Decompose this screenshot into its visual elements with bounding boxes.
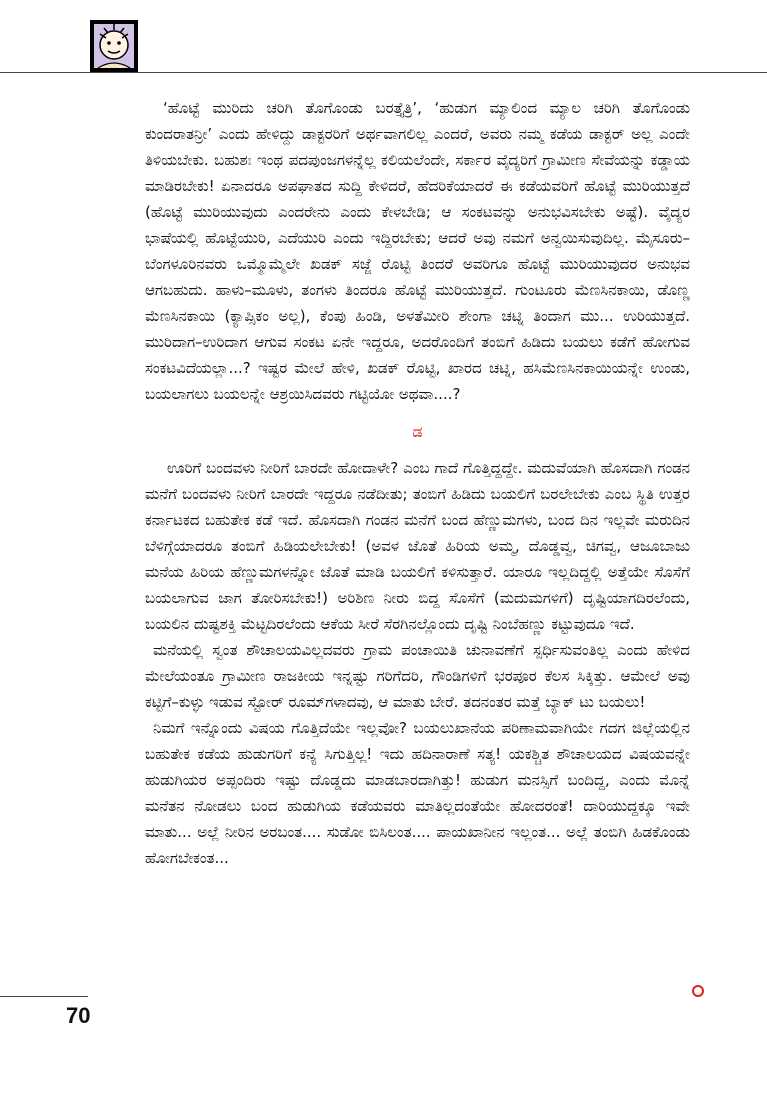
header-rule [0, 72, 767, 73]
page-number: 70 [66, 1003, 91, 1028]
paragraph-4: ನಿಮಗೆ ಇನ್ನೊಂದು ವಿಷಯ ಗೊತ್ತಿದೆಯೇ ಇಲ್ಲವೋ? ಬಯಲುಖಾನೆಯ ಪರಿಣಾಮವಾಗಿಯೇ ಗದಗ ಜಿಲ್ಲೆಯಲ್ಲಿನ ಬಹುತೇಕ ಕಡೆಯ ಹುಡುಗರಿಗೆ ಕನ್ಯೆ ಸಿಗುತ್ತಿಲ್ಲ! ಇದು ಹದಿನಾರಾಣೆ ಸತ್ಯ! ಯಕಶ್ಚಿತ ಶೌಚಾಲಯದ ವಿಷಯವನ್ನೇ ಹುಡುಗಿಯರ ಅಪ್ಪಂದಿರು ಇಷ್ಟು ದೊಡ್ಡದು ಮಾಡಬಾರದಾಗಿತ್ತು! ಹುಡುಗ ಮನಸ್ಸಿಗೆ ಬಂದಿದ್ದ, ಎಂದು ಮೊನ್ನೆ ಮನೆತನ ನೋಡಲು ಬಂದ ಹುಡುಗಿಯ ಕಡೆಯವರು ಮಾತಿಲ್ಲದಂತೆಯೇ ಹೋದರಂತೆ! ದಾರಿಯುದ್ದಕ್ಕೂ ಇವೇ ಮಾತು... ಅಲ್ಲೆ ನೀರಿನ ಅರಬಂತ.... ಸುಡೋ ಬಿಸಿಲಂತ.... ಪಾಯಖಾನೀನ ಇಲ್ಲಂತ... ಅಲ್ಲೆ ತಂಬಿಗಿ ಹಿಡಕೊಂಡು ಹೋಗಬೇಕಂತ... [145, 719, 690, 867]
paragraph-1: ‘ಹೊಟ್ಟೆ ಮುರಿದು ಚರಿಗಿ ತೊಗೊಂಡು ಬರತ್ತೈತ್ರಿ’, ‘ಹುಡುಗ ಮ್ಯಾಲಿಂದ ಮ್ಯಾಲ ಚರಿಗಿ ತೊಗೊಂಡು ಕುಂದರಾತನ್ರೀ’ ಎಂದು ಹೇಳಿದ್ದು ಡಾಕ್ಟರರಿಗೆ ಅರ್ಥವಾಗಲಿಲ್ಲ ಎಂದರೆ, ಅವರು ನಮ್ಮ ಕಡೆಯ ಡಾಕ್ಟರ್ ಅಲ್ಲ ಎಂದೇ ತಿಳಿಯಬೇಕು. ಬಹುಶಃ ಇಂಥ ಪದಪುಂಜಗಳನ್ನೆಲ್ಲ ಕಲಿಯಲೆಂದೇ, ಸರ್ಕಾರ ವೈದ್ಯರಿಗೆ ಗ್ರಾಮೀಣ ಸೇವೆಯನ್ನು ಕಡ್ಡಾಯ ಮಾಡಿರಬೇಕು! ಏನಾದರೂ ಅಪಘಾತದ ಸುದ್ದಿ ಕೇಳಿದರೆ, ಹೆದರಿಕೆಯಾದರೆ ಈ ಕಡೆಯವರಿಗೆ ಹೊಟ್ಟೆ ಮುರಿಯುತ್ತದೆ (ಹೊಟ್ಟೆ ಮುರಿಯುವುದು ಎಂದರೇನು ಎಂದು ಕೇಳಬೇಡಿ; ಆ ಸಂಕಟವನ್ನು ಅನುಭವಿಸಬೇಕು ಅಷ್ಟೆ). ವೈದ್ಯರ ಭಾಷೆಯಲ್ಲಿ ಹೊಟ್ಟೆಯುರಿ, ಎದೆಯುರಿ ಎಂದು ಇದ್ದಿರಬೇಕು; ಆದರೆ ಅವು ನಮಗೆ ಅನ್ವಯಿಸುವುದಿಲ್ಲ. ಮೈಸೂರು–ಬೆಂಗಳೂರಿನವರು ಒಮ್ಮೊಮ್ಮೆಲೇ ಖಡಕ್ ಸಜ್ಜೆ ರೊಟ್ಟಿ ತಿಂದರೆ ಅವರಿಗೂ ಹೊಟ್ಟೆ ಮುರಿಯುವುದರ ಅನುಭವ ಆಗಬಹುದು. ಹಾಳು–ಮೂಳು, ತಂಗಳು ತಿಂದರೂ ಹೊಟ್ಟೆ ಮುರಿಯುತ್ತದೆ. ಗುಂಟೂರು ಮೆಣಸಿನಕಾಯಿ, ಡೊಣ್ಣ ಮೆಣಸಿನಕಾಯಿ (ಕ್ಯಾಪ್ಸಿಕಂ ಅಲ್ಲ), ಕೆಂಪು ಹಿಂಡಿ, ಅಳತೆಮೀರಿ ಶೇಂಗಾ ಚಟ್ನಿ ತಿಂದಾಗ ಮು... ಉರಿಯುತ್ತದೆ. ಮುರಿದಾಗ–ಉರಿದಾಗ ಆಗುವ ಸಂಕಟ ಏನೇ ಇದ್ದರೂ, ಅದರೊಂದಿಗೆ ತಂಬಿಗೆ ಹಿಡಿದು ಬಯಲು ಕಡೆಗೆ ಹೋಗುವ ಸಂಕಟವಿದೆಯಲ್ಲಾ...? ಇಷ್ಟರ ಮೇಲೆ ಹೇಳಿ, ಖಡಕ್ ರೊಟ್ಟಿ, ಖಾರದ ಚಟ್ನಿ, ಹಸಿಮೆಣಸಿನಕಾಯಿಯನ್ನೇ ಉಂಡು, ಬಯಲಾಗಲು ಬಯಲನ್ನೇ ಆಶ್ರಯಿಸಿದವರು ಗಟ್ಟಿಯೋ ಅಥವಾ....? [145, 99, 690, 403]
paragraph-2: ಊರಿಗೆ ಬಂದವಳು ನೀರಿಗೆ ಬಾರದೇ ಹೋದಾಳೇ? ಎಂಬ ಗಾದೆ ಗೊತ್ತಿದ್ದದ್ದೇ. ಮದುವೆಯಾಗಿ ಹೊಸದಾಗಿ ಗಂಡನ ಮನೆಗೆ ಬಂದವಳು ನೀರಿಗೆ ಬಾರದೇ ಇದ್ದರೂ ನಡೆದೀತು; ತಂಬಿಗೆ ಹಿಡಿದು ಬಯಲಿಗೆ ಬರಲೇಬೇಕು ಎಂಬ ಸ್ಥಿತಿ ಉತ್ತರ ಕರ್ನಾಟಕದ ಬಹುತೇಕ ಕಡೆ ಇದೆ. ಹೊಸದಾಗಿ ಗಂಡನ ಮನೆಗೆ ಬಂದ ಹೆಣ್ಣುಮಗಳು, ಬಂದ ದಿನ ಇಲ್ಲವೇ ಮರುದಿನ ಬೆಳಿಗ್ಗೆಯಾದರೂ ತಂಬಿಗೆ ಹಿಡಿಯಲೇಬೇಕು! (ಅವಳ ಜೊತೆ ಹಿರಿಯ ಅಮ್ಮ, ದೊಡ್ಡವ್ವ, ಚಿಗವ್ವ, ಆಜೂಬಾಜು ಮನೆಯ ಹಿರಿಯ ಹೆಣ್ಣುಮಗಳನ್ನೋ ಜೊತೆ ಮಾಡಿ ಬಯಲಿಗೆ ಕಳಿಸುತ್ತಾರೆ. ಯಾರೂ ಇಲ್ಲದಿದ್ದಲ್ಲಿ ಅತ್ತೆಯೇ ಸೊಸೆಗೆ ಬಯಲಾಗುವ ಜಾಗ ತೋರಿಸಬೇಕು!) ಅರಿಶಿಣ ನೀರು ಬಿದ್ದ ಸೊಸೆಗೆ (ಮದುಮಗಳಿಗೆ) ದೃಷ್ಟಿಯಾಗದಿರಲೆಂದು, ಬಯಲಿನ ದುಷ್ಟಶಕ್ತಿ ಮೆಟ್ಟದಿರಲೆಂದು ಆಕೆಯ ಸೀರೆ ಸೆರಗಿನಲ್ಲೊಂದು ದೃಷ್ಟಿ ನಿಂಬೆಹಣ್ಣು ಕಟ್ಟುವುದೂ ಇದೆ. [145, 459, 690, 633]
article-body [145, 95, 690, 871]
cartoon-face-icon [90, 20, 138, 73]
paragraph-3: ಮನೆಯಲ್ಲಿ ಸ್ವಂತ ಶೌಚಾಲಯವಿಲ್ಲದವರು ಗ್ರಾಮ ಪಂಚಾಯಿತಿ ಚುನಾವಣೆಗೆ ಸ್ಪರ್ಧಿಸುವಂತಿಲ್ಲ ಎಂದು ಹೇಳಿದ ಮೇಲೆಯಂತೂ ಗ್ರಾಮೀಣ ರಾಜಕೀಯ ಇನ್ನಷ್ಟು ಗರಿಗೆದರಿ, ಗೌಂಡಿಗಳಿಗೆ ಭರಪೂರ ಕೆಲಸ ಸಿಕ್ಕಿತ್ತು. ಆಮೇಲೆ ಅವು ಕಟ್ಟಿಗೆ–ಕುಳ್ಳು ಇಡುವ ಸ್ಟೋರ್ ರೂಮ್‌ಗಳಾದವು, ಆ ಮಾತು ಬೇರೆ. ತದನಂತರ ಮತ್ತೆ ಬ್ಯಾಕ್ ಟು ಬಯಲು! [145, 641, 690, 711]
section-ornament: ಡ [412, 422, 423, 441]
header-logo [90, 20, 138, 73]
end-mark-icon [692, 985, 704, 997]
footer-rule [0, 996, 88, 997]
